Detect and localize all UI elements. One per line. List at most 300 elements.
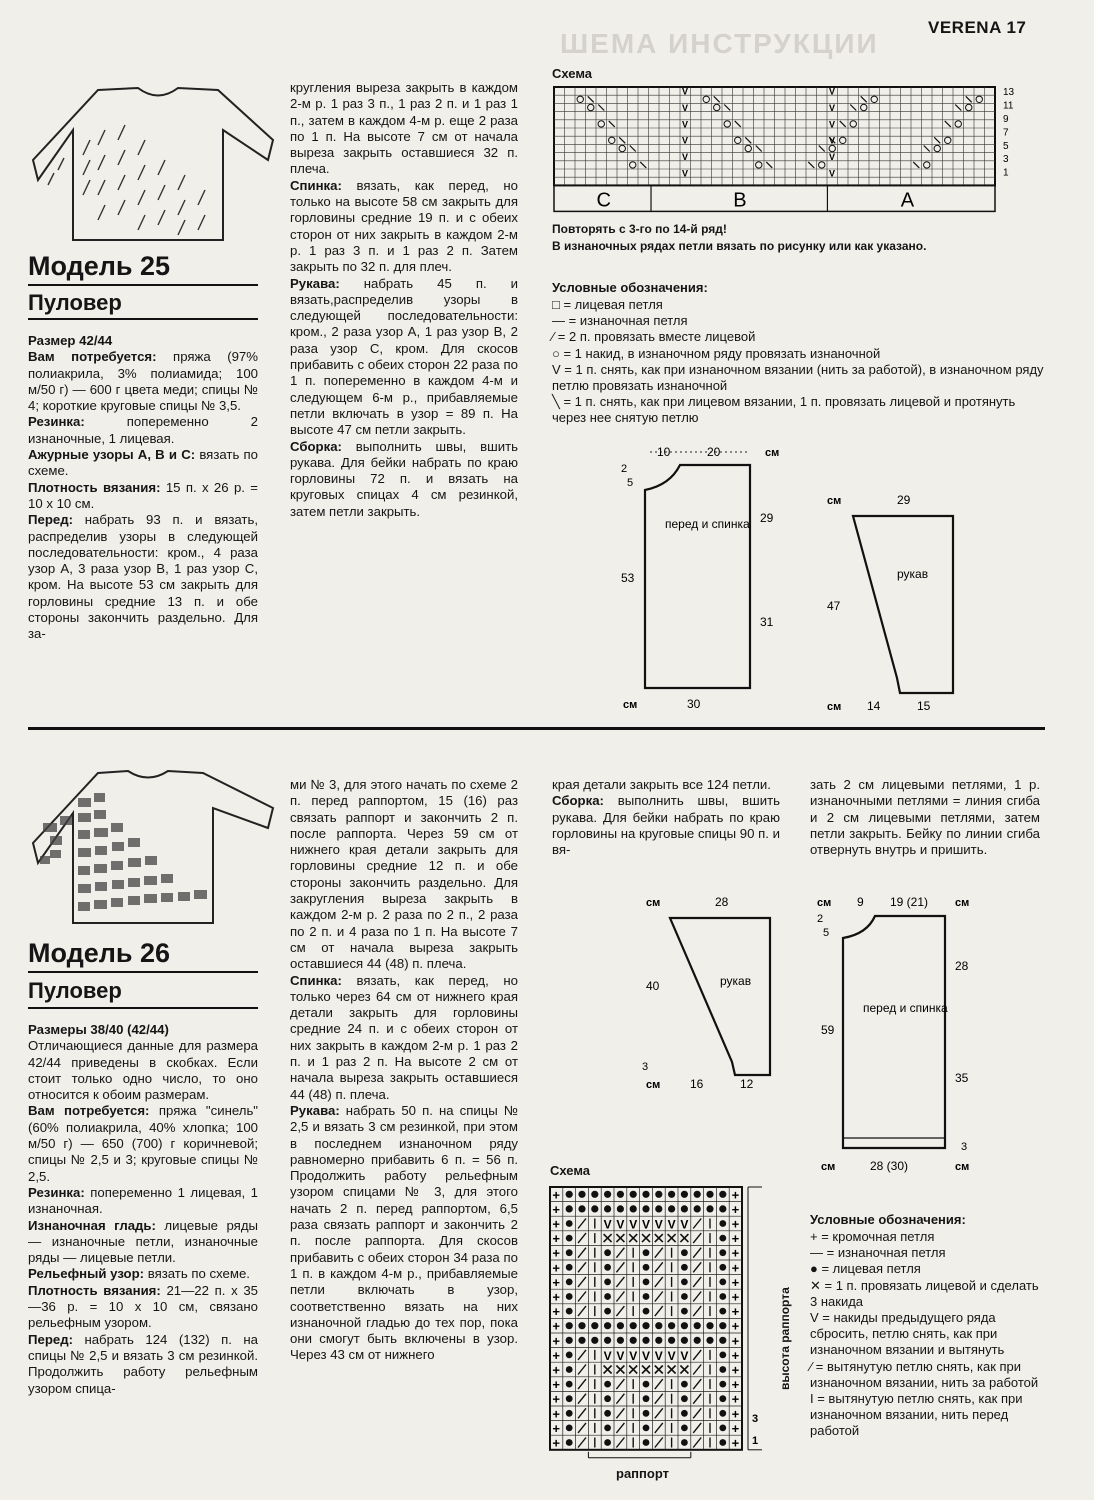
paragraph <box>290 178 518 276</box>
chart26-knit-dot <box>694 1337 701 1344</box>
chart26-knit-dot <box>681 1425 688 1432</box>
chart26-knit-dot <box>604 1425 611 1432</box>
chart26-knit-dot <box>655 1337 662 1344</box>
paragraph <box>28 349 258 414</box>
p25-sleeve-bottom-a: 14 <box>867 699 881 713</box>
model25-title: Модель 25 <box>28 251 171 281</box>
p26-sleeve-left-small: 3 <box>642 1061 649 1073</box>
paragraph-lead: Сборка: <box>552 793 604 809</box>
paragraph-lead: Рукава: <box>290 1102 340 1118</box>
paragraph-text: набрать 50 п. на спицы № 2,5 и вязать 3 см резинкой, при этом в последнем изнаночном ряду равномерно прибавить 6 п. = 56 п. Продолжить работу рельефным узором спицами № 3, для этого начать 2 п. перед раппортом, 6,5 раза связать раппорт и закончить 2 п. после раппорта. Для скосов прибавить с обеих сторон 34 раза по 1 п. в каждом 4-м р., прибавляемые петли включать в узор, соответственно вязать на них изнаночной гладью до тех пор, пока они смогут быть включены в узор. Через 43 см от нижнего <box>290 1102 518 1363</box>
ghost-header-title: ШЕМА ИНСТРУКЦИИ <box>560 28 879 59</box>
chart25-decrease <box>619 137 625 143</box>
chart26-slant-mark <box>578 1262 586 1272</box>
chart26-knit-dot <box>630 1205 637 1212</box>
chart26-knit-dot <box>719 1352 726 1359</box>
p25-front-left-small-a: 2 <box>621 463 628 475</box>
paragraph <box>28 1038 258 1103</box>
paragraph-lead: Резинка: <box>28 414 85 430</box>
chart26-knit-dot <box>681 1205 688 1212</box>
chart26-knit-dot <box>604 1439 611 1446</box>
chart25-slip-mark: V <box>682 135 689 146</box>
chart26-knit-dot <box>643 1249 650 1256</box>
chart26-knit-dot <box>604 1337 611 1344</box>
chart26-knit-dot <box>578 1205 585 1212</box>
chart26-edge-stitch: + <box>731 1333 740 1349</box>
paragraph-text: лицевые ряды — изнаночные петли, изнаночные ряды — лицевые петли. <box>28 1217 258 1266</box>
model26-stitch-chart <box>548 1183 798 1483</box>
chart26-edge-stitch: + <box>552 1435 560 1451</box>
chart25-yarnover <box>703 96 709 102</box>
chart25-decrease <box>819 146 825 152</box>
chart26-knit-dot <box>643 1264 650 1271</box>
paragraph-lead: Размеры 38/40 (42/44) <box>28 1022 169 1037</box>
chart25-slip-mark: V <box>829 86 836 97</box>
model25-wrong-rows-note: В изнаночных рядах петли вязать по рисунку или как указано. <box>552 239 927 253</box>
paragraph-lead: Вам потребуется: <box>28 349 157 365</box>
chart26-slant-mark <box>578 1277 586 1287</box>
paragraph-text: ми № 3, для этого начать по схеме 2 п. перед раппортом, 15 (16) раз связать раппорт и закончить 2 п. после раппорта. Через 59 см от нижнего края детали закрыть для горловины средние 12 п. и обе стороны закончить раздельно. Для закругления выреза закрыть в каждом 2-м р. 2 раза по 2 п., 2 раза по 2 п. и 4 раза по 1 п. На высоте 7 см от начала выреза закрыть оставшиеся 44 (48) п. плеча. <box>290 777 518 972</box>
chart25-row-number: 9 <box>1003 113 1009 125</box>
chart26-slant-mark <box>655 1423 663 1433</box>
chart26-row-number: 1 <box>752 1434 759 1447</box>
chart26-v-mark: V <box>616 1348 625 1363</box>
chart26-knit-dot <box>591 1205 598 1212</box>
model26-text-col3 <box>552 777 780 858</box>
chart26-knit-dot <box>604 1381 611 1388</box>
p25-front-right-a: 29 <box>760 511 774 525</box>
chart26-knit-dot <box>668 1205 675 1212</box>
chart26-knit-dot <box>566 1352 573 1359</box>
chart25-slip-mark: V <box>829 168 836 179</box>
chart25-decrease <box>598 105 604 111</box>
chart26-v-mark: V <box>654 1217 663 1232</box>
chart26-knit-dot <box>706 1322 713 1329</box>
paragraph-lead: Плотность вязания: <box>28 479 161 495</box>
chart26-knit-dot <box>630 1322 637 1329</box>
chart26-edge-stitch: + <box>552 1304 560 1320</box>
p25-front-label: перед и спинка <box>665 517 750 531</box>
chart26-v-mark: V <box>680 1348 689 1363</box>
chart26-knit-dot <box>719 1191 726 1198</box>
paragraph-lead: Сборка: <box>290 438 342 454</box>
chart26-knit-dot <box>706 1337 713 1344</box>
model26-chart-side-label: высота раппорта <box>778 1287 792 1390</box>
paragraph-text: вязать, как перед, но только через 64 см от нижнего края детали закрыть для горловины средние 24 п. и с обеих сторон от них закрыть в каждом 2-м р. 1 раз 2 п. и 1 раз 2 п. На высоте 2 см от начала выреза закрыть оставшиеся 44 (48) п. плеча. <box>290 972 518 1102</box>
chart26-knit-dot <box>604 1264 611 1271</box>
chart26-v-mark: V <box>642 1348 651 1363</box>
p26-front-right-small: 3 <box>961 1141 968 1153</box>
chart26-edge-stitch: + <box>731 1406 740 1422</box>
model25-chart-title: Схема <box>552 66 593 81</box>
chart26-knit-dot <box>642 1337 649 1344</box>
chart26-slant-mark <box>693 1350 701 1360</box>
chart26-edge-stitch: + <box>552 1391 560 1407</box>
chart26-slant-mark <box>616 1248 624 1258</box>
chart25-yarnover <box>945 137 951 143</box>
chart26-knit-dot <box>681 1410 688 1417</box>
legend-item: □ = лицевая петля <box>552 297 663 312</box>
chart25-decrease <box>724 105 730 111</box>
chart26-knit-dot <box>604 1410 611 1417</box>
chart26-knit-dot <box>719 1395 726 1402</box>
chart26-knit-dot <box>617 1337 624 1344</box>
chart26-knit-dot <box>719 1366 726 1373</box>
p26-front-unit-bottom-r: см <box>955 1161 970 1173</box>
paragraph-lead: Плотность вязания: <box>28 1282 161 1298</box>
p25-front-top-b: 20 <box>707 445 721 459</box>
model26-chart-title: Схема <box>550 1163 591 1178</box>
paragraph-text: вязать по схеме. <box>28 447 258 479</box>
paragraph <box>552 793 780 858</box>
chart25-row-number: 11 <box>1003 100 1014 112</box>
model26-text-col4 <box>810 777 1040 858</box>
paragraph-lead: Перед: <box>28 1331 73 1347</box>
chart25-section-label: A <box>900 189 915 212</box>
paragraph-text: выполнить швы, вшить рукава. Для бейки набрать по краю горловины на круговые спицы 90 п. и вя- <box>552 793 780 858</box>
p26-front-bottom: 28 (30) <box>870 1159 909 1173</box>
chart26-knit-dot <box>566 1308 573 1315</box>
legend-item: V = 1 п. снять, как при изнаночном вязании (нить за работой), в изнаночном ряду петлю провязать изнаночной <box>552 361 1044 394</box>
chart26-slant-mark <box>616 1423 624 1433</box>
chart25-yarnover <box>609 137 615 143</box>
chart26-slant-mark <box>578 1248 586 1258</box>
chart26-knit-dot <box>566 1249 573 1256</box>
paragraph <box>28 1022 258 1038</box>
chart26-edge-stitch: + <box>731 1377 740 1393</box>
chart26-slant-mark <box>693 1292 701 1302</box>
chart26-edge-stitch: + <box>731 1391 740 1407</box>
chart26-slant-mark <box>655 1277 663 1287</box>
chart26-knit-dot <box>643 1395 650 1402</box>
chart25-yarnover <box>577 96 583 102</box>
chart26-slant-mark <box>578 1408 586 1418</box>
model25-repeat-note: Повторять с 3-го по 14-й ряд! <box>552 222 727 236</box>
model26-title-rule <box>28 971 258 973</box>
paragraph-text: Отличающиеся данные для размера 42/44 приведены в скобках. Если стоит только одно число, то оно относится к обоим размерам. <box>28 1038 258 1103</box>
model25-legend <box>552 297 1047 427</box>
p26-sleeve-label: рукав <box>720 974 752 988</box>
chart26-knit-dot <box>617 1205 624 1212</box>
chart25-decrease <box>955 105 961 111</box>
model26-text-col1 <box>28 1022 258 1397</box>
model26-legend-title: Условные обозначения: <box>810 1212 966 1227</box>
chart26-edge-stitch: + <box>552 1318 560 1334</box>
chart26-knit-dot <box>706 1205 713 1212</box>
chart26-knit-dot <box>681 1439 688 1446</box>
chart26-edge-stitch: + <box>552 1333 560 1349</box>
chart26-knit-dot <box>719 1279 726 1286</box>
chart25-slip-mark: V <box>682 152 689 163</box>
chart25-decrease <box>766 162 772 168</box>
p25-front-bottom: 30 <box>687 697 701 711</box>
paragraph <box>28 1283 258 1332</box>
chart25-slip-mark: V <box>682 86 689 97</box>
chart26-knit-dot <box>681 1395 688 1402</box>
model26-text-col2 <box>290 777 518 1364</box>
chart25-decrease <box>840 121 846 127</box>
chart26-slant-mark <box>693 1365 701 1375</box>
chart26-knit-dot <box>719 1425 726 1432</box>
chart26-slant-mark <box>693 1423 701 1433</box>
chart26-row-number: 3 <box>752 1412 759 1425</box>
chart26-knit-dot <box>694 1191 701 1198</box>
chart26-slant-mark <box>655 1379 663 1389</box>
chart26-slant-mark <box>693 1379 701 1389</box>
paragraph <box>28 447 258 480</box>
chart26-knit-dot <box>566 1322 573 1329</box>
chart26-edge-stitch: + <box>552 1245 560 1261</box>
chart26-knit-dot <box>681 1249 688 1256</box>
sweater-illustration-26 <box>28 768 283 928</box>
p25-sleeve-left: 47 <box>827 599 841 613</box>
legend-item: V = накиды предыдущего ряда сбросить, петлю снять, как при изнаночном вязании и вытянуть <box>810 1310 1005 1358</box>
chart25-slip-mark: V <box>829 135 836 146</box>
chart26-knit-dot <box>630 1191 637 1198</box>
chart26-knit-dot <box>643 1293 650 1300</box>
chart25-decrease <box>924 146 930 152</box>
chart25-slip-mark: V <box>682 102 689 113</box>
chart25-yarnover <box>850 121 856 127</box>
chart26-knit-dot <box>719 1235 726 1242</box>
chart25-decrease <box>808 162 814 168</box>
chart25-decrease <box>861 96 867 102</box>
chart26-knit-dot <box>681 1381 688 1388</box>
legend-item: ⁄ = вытянутую петлю снять, как при изнаночном вязании, нить за работой <box>810 1358 1039 1390</box>
chart26-edge-stitch: + <box>552 1260 560 1276</box>
chart25-decrease <box>913 162 919 168</box>
model25-text-col2 <box>290 80 518 520</box>
chart25-section-band <box>554 185 995 211</box>
chart25-decrease <box>609 121 615 127</box>
chart26-knit-dot <box>591 1337 598 1344</box>
chart26-knit-dot <box>566 1366 573 1373</box>
chart26-edge-stitch: + <box>552 1377 560 1393</box>
chart25-slip-mark: V <box>829 119 836 130</box>
chart26-knit-dot <box>643 1279 650 1286</box>
p25-front-unit-bottom: см <box>623 699 638 711</box>
chart26-slant-mark <box>578 1365 586 1375</box>
chart26-v-mark: V <box>629 1217 638 1232</box>
paragraph-text: набрать 45 п. и вязать,распределив узоры в следующей последовательности: кром., 2 раза узор А, 1 раз узор В, 2 раза узор С, кром. Для скосов прибавить с обеих сторон 22 раза по 1 п. попеременно в каждом 4-м и следующем 6-м р., прибавляемые петли включать в узор = 89 п. На высоте 47 см петли закрыть. <box>290 275 518 438</box>
chart26-slant-mark <box>578 1438 586 1448</box>
chart26-edge-stitch: + <box>552 1362 560 1378</box>
chart25-row-number: 1 <box>1003 167 1009 179</box>
chart25-decrease <box>745 137 751 143</box>
chart26-knit-dot <box>566 1439 573 1446</box>
chart25-row-number: 7 <box>1003 127 1009 139</box>
chart25-yarnover <box>588 104 594 110</box>
chart25-yarnover <box>724 121 730 127</box>
chart26-knit-dot <box>604 1249 611 1256</box>
chart25-yarnover <box>598 121 604 127</box>
p26-front-left: 59 <box>821 1023 835 1037</box>
chart25-decrease <box>714 96 720 102</box>
chart26-knit-dot <box>604 1279 611 1286</box>
chart26-edge-stitch: + <box>552 1289 560 1305</box>
p25-sleeve-unit-top: см <box>827 495 842 507</box>
chart26-knit-dot <box>719 1410 726 1417</box>
chart26-slant-mark <box>693 1248 701 1258</box>
paragraph <box>290 777 518 973</box>
p26-sleeve-top: 28 <box>715 895 729 909</box>
p26-front-left-small-a: 2 <box>817 913 824 925</box>
chart26-edge-stitch: + <box>552 1231 560 1247</box>
chart26-knit-dot <box>604 1205 611 1212</box>
model26-chart-bottom-label: раппорт <box>616 1466 669 1481</box>
p26-front-unit-top: см <box>817 897 832 909</box>
chart26-slant-mark <box>616 1379 624 1389</box>
chart26-knit-dot <box>719 1205 726 1212</box>
chart26-edge-stitch: + <box>731 1274 740 1290</box>
chart26-v-mark: V <box>667 1348 676 1363</box>
model25-stitch-chart <box>552 85 1042 215</box>
paragraph <box>290 80 518 178</box>
chart26-slant-mark <box>616 1292 624 1302</box>
chart26-knit-dot <box>655 1205 662 1212</box>
chart26-slant-mark <box>578 1350 586 1360</box>
paragraph-lead: Резинка: <box>28 1184 85 1200</box>
paragraph-lead: Изнаночная гладь: <box>28 1217 156 1233</box>
chart26-edge-stitch: + <box>552 1187 560 1203</box>
chart26-knit-dot <box>566 1279 573 1286</box>
legend-item: + = кромочная петля <box>810 1229 935 1244</box>
chart26-edge-stitch: + <box>731 1201 740 1217</box>
chart25-yarnover <box>934 145 940 151</box>
chart26-slant-mark <box>693 1394 701 1404</box>
chart26-knit-dot <box>566 1410 573 1417</box>
chart25-yarnover <box>861 104 867 110</box>
chart26-knit-dot <box>643 1439 650 1446</box>
chart26-edge-stitch: + <box>731 1260 740 1276</box>
chart26-v-mark: V <box>603 1348 612 1363</box>
section-divider <box>28 727 1045 730</box>
chart26-knit-dot <box>617 1322 624 1329</box>
paragraph-text: выполнить швы, вшить рукава. Для бейки набрать по краю горловины 72 п. и вязать на круговых спицах 4 см резинкой, затем петли закрыть. <box>290 438 518 519</box>
chart26-slant-mark <box>693 1408 701 1418</box>
legend-item: ● = лицевая петля <box>810 1261 921 1277</box>
paragraph-text: 21—22 п. х 35—36 р. = 10 х 10 см, связано рельефным узором. <box>28 1282 259 1331</box>
chart26-knit-dot <box>591 1322 598 1329</box>
chart26-v-mark: V <box>616 1217 625 1232</box>
chart26-edge-stitch: + <box>552 1216 560 1232</box>
chart26-knit-dot <box>617 1191 624 1198</box>
chart26-knit-dot <box>668 1322 675 1329</box>
chart26-slant-mark <box>655 1394 663 1404</box>
chart26-knit-dot <box>681 1293 688 1300</box>
chart26-slant-mark <box>655 1248 663 1258</box>
chart26-slant-mark <box>693 1306 701 1316</box>
chart26-edge-stitch: + <box>731 1245 740 1261</box>
paragraph-text: кругления выреза закрыть в каждом 2-м р. 1 раз 3 п., 1 раз 2 п. и 1 раз 1 п., затем в каждом 4-м р. еще 2 раза по 1 п. На высоте 7 см от начала выреза закрыть оставшиеся 32 п. плеча. <box>290 80 518 177</box>
paragraph-text: попеременно 2 изнаночные, 1 лицевая. <box>28 414 258 446</box>
chart26-knit-dot <box>719 1264 726 1271</box>
chart26-slant-mark <box>693 1262 701 1272</box>
paragraph <box>290 439 518 520</box>
paragraph-lead: Рельефный узор: <box>28 1266 145 1282</box>
chart26-knit-dot <box>681 1308 688 1315</box>
chart26-knit-dot <box>630 1337 637 1344</box>
paragraph <box>28 480 258 513</box>
p25-sleeve-bottom-b: 15 <box>917 699 931 713</box>
chart25-yarnover <box>840 137 846 143</box>
chart26-knit-dot <box>643 1381 650 1388</box>
chart25-row-number: 3 <box>1003 154 1009 166</box>
chart25-slip-mark: V <box>682 119 689 130</box>
paragraph-lead: Рукава: <box>290 275 340 291</box>
chart26-knit-dot <box>719 1337 726 1344</box>
chart26-edge-stitch: + <box>552 1201 560 1217</box>
paragraph-text: набрать 124 (132) п. на спицы № 2,5 и вязать 3 см резинкой. Продолжить работу рельефным узором спица- <box>28 1331 258 1396</box>
chart26-knit-dot <box>681 1337 688 1344</box>
chart26-knit-dot <box>566 1264 573 1271</box>
chart26-slant-mark <box>693 1438 701 1448</box>
p26-sleeve-unit-top: см <box>646 897 661 909</box>
chart26-knit-dot <box>719 1308 726 1315</box>
paragraph-lead: Спинка: <box>290 972 342 988</box>
chart26-v-mark: V <box>642 1217 651 1232</box>
chart26-slant-mark <box>578 1379 586 1389</box>
legend-item: — = изнаночная петля <box>552 313 688 329</box>
model25-subtitle-rule <box>28 318 258 320</box>
model25-legend-title: Условные обозначения: <box>552 280 708 295</box>
p25-front-right-b: 31 <box>760 615 774 629</box>
model25-subtitle: Пуловер <box>28 290 122 315</box>
chart26-slant-mark <box>655 1438 663 1448</box>
paragraph-text: зать 2 см лицевыми петлями, 1 р. изнаночными петлями = линия сгиба и 2 см лицевыми петлями, затем петли закрыть. Бейку по линии сгиба отвернуть внутрь и пришить. <box>810 777 1040 858</box>
chart26-slant-mark <box>693 1233 701 1243</box>
chart25-section-label: B <box>733 189 747 212</box>
chart25-decrease <box>945 121 951 127</box>
p25-front-left-small-b: 5 <box>627 477 634 489</box>
chart26-knit-dot <box>566 1191 573 1198</box>
chart26-knit-dot <box>578 1337 585 1344</box>
p25-sleeve-unit-bottom: см <box>827 701 842 713</box>
chart26-edge-stitch: + <box>731 1362 740 1378</box>
chart26-knit-dot <box>566 1235 573 1242</box>
paragraph-lead: Размер 42/44 <box>28 333 113 348</box>
chart26-knit-dot <box>566 1337 573 1344</box>
chart26-edge-stitch: + <box>552 1406 560 1422</box>
chart26-edge-stitch: + <box>731 1216 740 1232</box>
legend-item: ⁄ = 2 п. провязать вместе лицевой <box>552 329 756 345</box>
chart26-slant-mark <box>578 1233 586 1243</box>
chart26-knit-dot <box>566 1425 573 1432</box>
legend-item: ○ = 1 накид, в изнаночном ряду провязать изнаночной <box>552 345 881 361</box>
paragraph-lead: Спинка: <box>290 177 342 193</box>
chart26-edge-stitch: + <box>731 1435 740 1451</box>
paragraph <box>28 414 258 447</box>
chart26-knit-dot <box>719 1249 726 1256</box>
chart25-yarnover <box>924 162 930 168</box>
chart26-knit-dot <box>643 1425 650 1432</box>
chart25-yarnover <box>714 104 720 110</box>
chart26-edge-stitch: + <box>552 1274 560 1290</box>
chart26-knit-dot <box>604 1293 611 1300</box>
model26-subtitle: Пуловер <box>28 978 122 1003</box>
chart26-knit-dot <box>655 1322 662 1329</box>
chart26-slant-mark <box>616 1438 624 1448</box>
chart26-knit-dot <box>642 1191 649 1198</box>
chart26-slant-mark <box>655 1306 663 1316</box>
paragraph-text: края детали закрыть все 124 петли. <box>552 777 771 792</box>
chart25-decrease <box>966 96 972 102</box>
model25-text-col1 <box>28 333 258 643</box>
chart25-yarnover <box>966 104 972 110</box>
chart26-knit-dot <box>566 1395 573 1402</box>
paragraph-text: пряжа "синель" (60% полиакрила, 40% хлопка; 100 м/50 г) — 650 (700) г коричневой; спицы № 2,5 и 3; круговые спицы № 2,5. <box>28 1103 258 1184</box>
p26-front-top-b: 19 (21) <box>890 895 929 909</box>
